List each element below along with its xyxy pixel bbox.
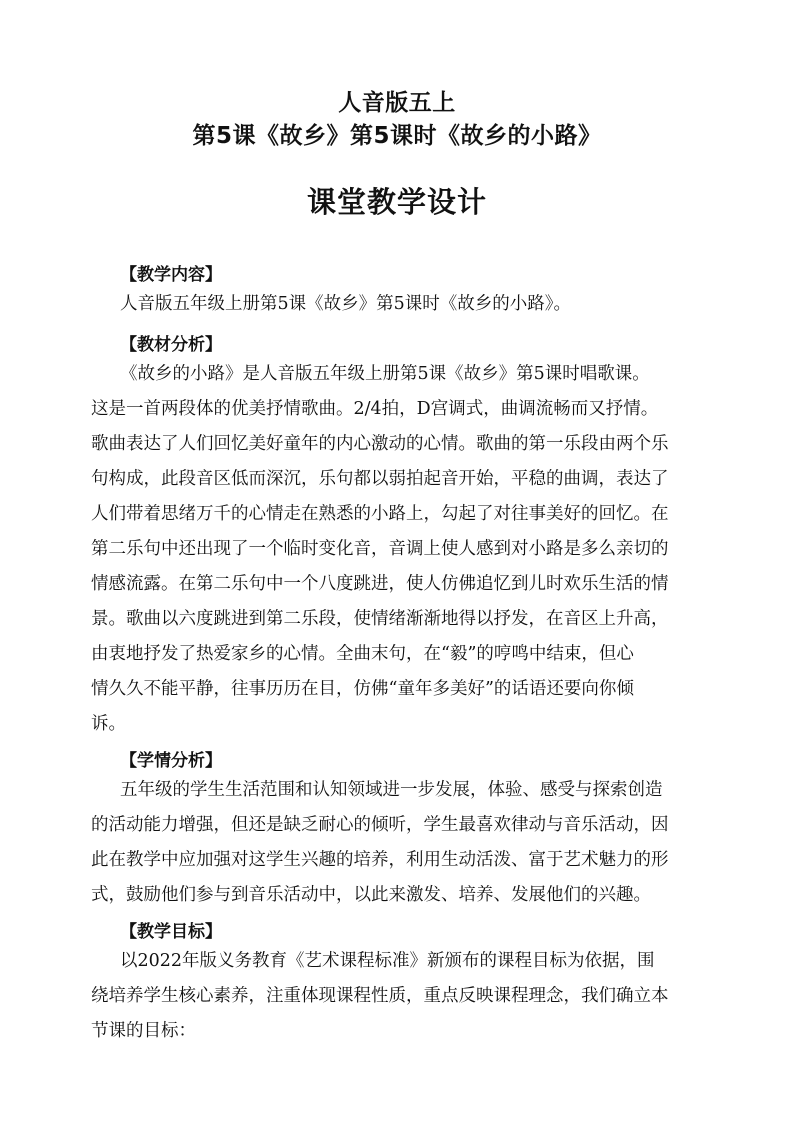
section-heading-content: 【教学内容】 <box>120 265 222 285</box>
paragraph-line: 此在教学中应加强对这学生兴趣的培养，利用生动活泼、富于艺术魅力的形 <box>91 850 669 870</box>
paragraph-line: 第二乐句中还出现了一个临时变化音，音调上使人感到对小路是多么亲切的 <box>91 539 669 559</box>
paragraph-line: 的活动能力增强，但还是缺乏耐心的倾听，学生最喜欢律动与音乐活动，因 <box>91 815 669 835</box>
paragraph-line: 节课的目标： <box>91 1021 196 1041</box>
paragraph-line: 式，鼓励他们参与到音乐活动中，以此来激发、培养、发展他们的兴趣。 <box>91 885 651 905</box>
paragraph-line: 句构成，此段音区低而深沉，乐句都以弱拍起音开始，平稳的曲调，表达了 <box>91 469 669 489</box>
lesson-title: 第5课《故乡》第5课时《故乡的小路》 <box>192 123 602 149</box>
paragraph-line: 人音版五年级上册第5课《故乡》第5课时《故乡的小路》。 <box>120 294 572 314</box>
paragraph-line: 《故乡的小路》是人音版五年级上册第5课《故乡》第5课时唱歌课。 <box>120 364 650 384</box>
paragraph-line: 由衷地抒发了热爱家乡的心情。全曲末句，在“毅”的哼鸣中结束，但心 <box>91 644 634 664</box>
section-heading-material: 【教材分析】 <box>120 335 222 355</box>
paragraph-line: 情久久不能平静，往事历历在目，仿佛“童年多美好”的话语还要向你倾 <box>91 679 634 699</box>
section-heading-students: 【学情分析】 <box>120 751 222 771</box>
paragraph-line: 情感流露。在第二乐句中一个八度跳进，使人仿佛追忆到儿时欢乐生活的情 <box>91 574 669 594</box>
edition-title: 人音版五上 <box>338 90 456 116</box>
paragraph-line: 景。歌曲以六度跳进到第二乐段，使情绪渐渐地得以抒发，在音区上升高， <box>91 609 669 629</box>
document-title: 课堂教学设计 <box>306 185 487 219</box>
paragraph-line: 人们带着思绪万千的心情走在熟悉的小路上，勾起了对往事美好的回忆。在 <box>91 504 669 524</box>
paragraph-line: 歌曲表达了人们回忆美好童年的内心激动的心情。歌曲的第一乐段由两个乐 <box>91 434 669 454</box>
section-heading-goals: 【教学目标】 <box>120 922 222 942</box>
paragraph-line: 诉。 <box>91 714 126 734</box>
paragraph-line: 绕培养学生核心素养，注重体现课程性质，重点反映课程理念，我们确立本 <box>91 986 669 1006</box>
paragraph-line: 五年级的学生生活范围和认知领域进一步发展，体验、感受与探索创造 <box>120 780 663 800</box>
paragraph-line: 这是一首两段体的优美抒情歌曲。2/4拍，D宫调式，曲调流畅而又抒情。 <box>91 399 659 419</box>
paragraph-line: 以2022年版义务教育《艺术课程标准》新颁布的课程目标为依据，围 <box>120 951 655 971</box>
